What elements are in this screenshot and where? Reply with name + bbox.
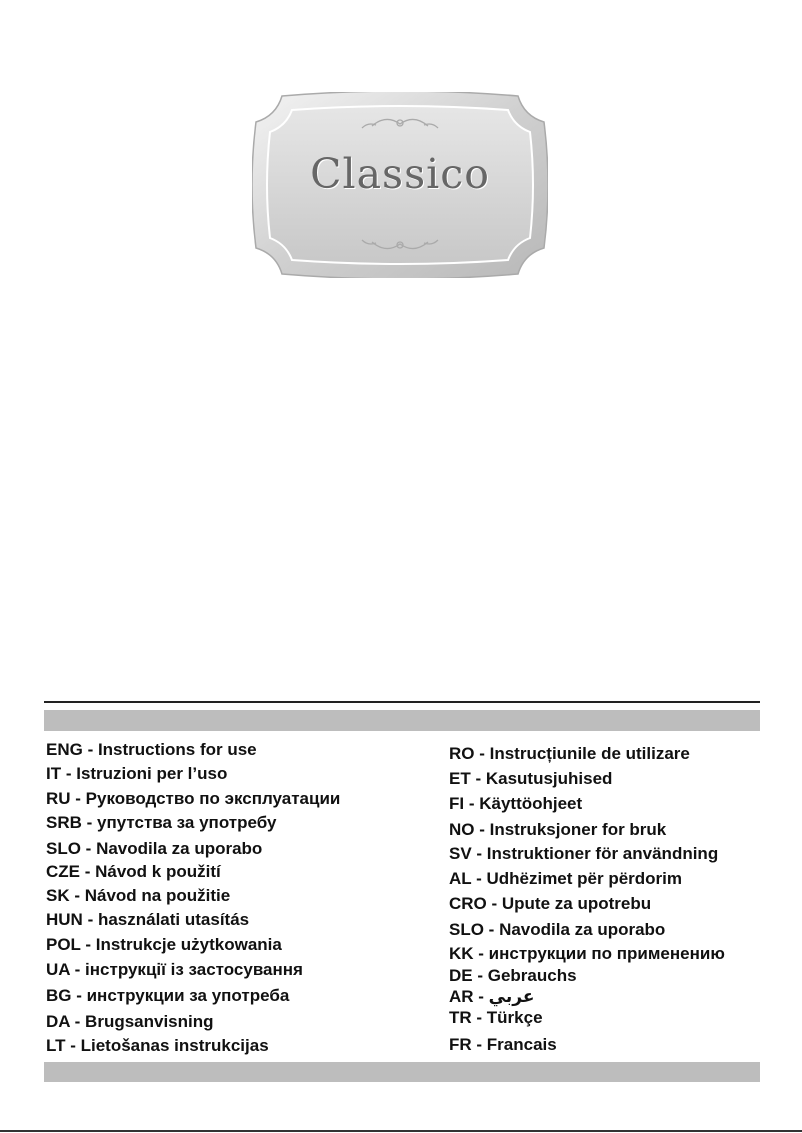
language-item	[46, 741, 257, 758]
language-item	[449, 745, 690, 762]
language-label: Návod k použití	[95, 862, 221, 881]
separator: -	[69, 886, 85, 905]
language-item	[46, 987, 289, 1004]
language-label: Instructions for use	[97, 740, 257, 759]
language-code: CZE	[46, 862, 80, 881]
language-label: Istruzioni per l’uso	[76, 764, 228, 783]
separator: -	[474, 820, 490, 839]
language-label: Navodila za uporabo	[499, 920, 666, 939]
language-item	[46, 765, 227, 782]
page-bottom-line	[0, 1130, 802, 1132]
language-code: IT	[46, 764, 62, 783]
separator: -	[473, 987, 489, 1006]
language-code: CRO	[449, 894, 487, 913]
separator: -	[70, 789, 86, 808]
language-label: Instruksjoner for bruk	[489, 820, 667, 839]
language-label: Brugsanvisning	[85, 1012, 214, 1031]
top-gray-band	[44, 710, 760, 731]
language-label: عربي	[488, 987, 535, 1006]
separator: -	[470, 769, 486, 788]
separator: -	[471, 1008, 487, 1027]
separator: -	[474, 744, 490, 763]
language-item	[449, 870, 682, 887]
separator: -	[80, 935, 96, 954]
language-item	[46, 1013, 214, 1030]
separator: -	[80, 862, 96, 881]
language-code: DA	[46, 1012, 70, 1031]
language-item	[46, 840, 262, 857]
language-item	[449, 821, 666, 838]
language-label: Kasutusjuhised	[485, 769, 613, 788]
bottom-gray-band	[44, 1062, 760, 1082]
classico-logo	[252, 92, 548, 278]
language-item	[449, 795, 582, 812]
language-code: NO	[449, 820, 475, 839]
language-item	[46, 863, 221, 880]
brand-name: Classico	[310, 150, 490, 198]
language-item	[46, 961, 303, 978]
separator: -	[61, 764, 77, 783]
language-code: ENG	[46, 740, 83, 759]
separator: -	[82, 910, 98, 929]
language-item	[46, 936, 282, 953]
language-label: Instrukcje użytkowania	[95, 935, 282, 954]
language-label: инструкции за употреба	[86, 986, 290, 1005]
language-label: Käyttöohjeet	[479, 794, 583, 813]
language-item	[449, 845, 718, 862]
language-code: FR	[449, 1035, 472, 1054]
separator: -	[472, 966, 488, 985]
separator: -	[471, 844, 487, 863]
separator: -	[483, 920, 500, 939]
language-code: KK	[449, 944, 474, 963]
language-code: SK	[46, 886, 70, 905]
separator: -	[473, 944, 489, 963]
separator: -	[69, 960, 86, 979]
language-code: BG	[46, 986, 72, 1005]
language-item	[46, 887, 230, 904]
separator: -	[69, 1012, 86, 1031]
language-code: POL	[46, 935, 81, 954]
language-code: AL	[449, 869, 472, 888]
separator: -	[71, 986, 87, 1005]
language-code: DE	[449, 966, 473, 985]
language-item	[449, 967, 577, 984]
language-item	[449, 895, 651, 912]
separator: -	[486, 894, 502, 913]
language-label: інструкції із застосування	[85, 960, 303, 979]
language-code: FI	[449, 794, 465, 813]
language-label: Instrucțiunile de utilizare	[489, 744, 690, 763]
language-item	[449, 988, 534, 1005]
language-item	[46, 1037, 269, 1054]
language-label: Lietošanas instrukcijas	[80, 1036, 269, 1055]
separator: -	[471, 869, 487, 888]
language-label: упутства за употребу	[97, 813, 277, 832]
language-code: RU	[46, 789, 71, 808]
language-code: SLO	[46, 839, 81, 858]
language-code: SRB	[46, 813, 82, 832]
language-item	[449, 1009, 543, 1026]
language-label: Francais	[486, 1035, 557, 1054]
language-item	[449, 921, 665, 938]
separator: -	[65, 1036, 81, 1055]
language-label: használati utasítás	[97, 910, 250, 929]
language-label: Türkçe	[486, 1008, 543, 1027]
language-label: инструкции по применению	[488, 944, 725, 963]
language-code: LT	[46, 1036, 66, 1055]
language-label: Instruktioner för användning	[486, 844, 719, 863]
language-code: ET	[449, 769, 471, 788]
separator: -	[82, 740, 98, 759]
separator: -	[80, 839, 97, 858]
language-label: Gebrauchs	[487, 966, 577, 985]
language-code: UA	[46, 960, 70, 979]
language-item	[46, 790, 340, 807]
divider-line	[44, 701, 760, 703]
language-item	[449, 770, 612, 787]
language-item	[449, 945, 725, 962]
language-code: SV	[449, 844, 472, 863]
language-label: Руководство по эксплуатации	[85, 789, 341, 808]
language-code: HUN	[46, 910, 83, 929]
language-label: Udhëzimet për përdorim	[486, 869, 683, 888]
language-code: AR	[449, 987, 474, 1006]
separator: -	[81, 813, 98, 832]
language-label: Upute za upotrebu	[501, 894, 652, 913]
language-label: Návod na použitie	[84, 886, 231, 905]
language-item	[449, 1036, 557, 1053]
language-code: SLO	[449, 920, 484, 939]
language-code: TR	[449, 1008, 472, 1027]
separator: -	[464, 794, 480, 813]
separator: -	[471, 1035, 487, 1054]
language-code: RO	[449, 744, 475, 763]
language-label: Navodila za uporabo	[96, 839, 263, 858]
language-item	[46, 814, 276, 831]
language-item	[46, 911, 249, 928]
